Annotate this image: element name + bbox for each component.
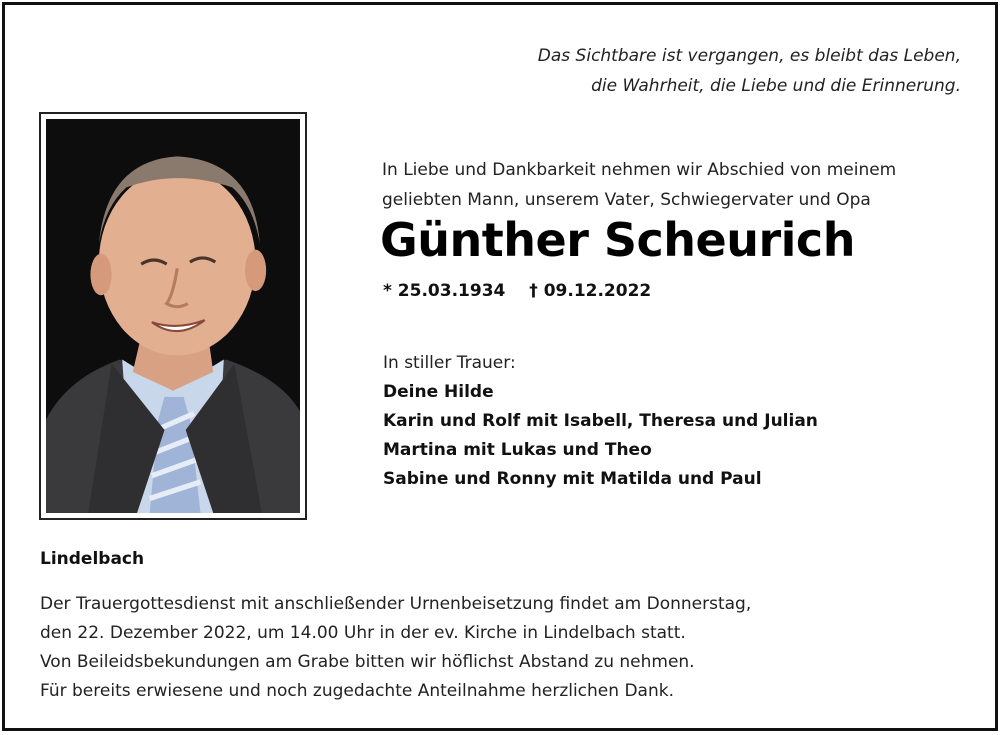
notice-line: Für bereits erwiesene und noch zugedachte Anteilnahme herzlichen Dank. [40,681,674,701]
death-date: † 09.12.2022 [529,281,652,301]
portrait-frame [39,112,307,520]
birth-date: * 25.03.1934 [383,281,506,301]
mourner-line: Karin und Rolf mit Isabell, Theresa und Julian [383,411,818,431]
life-dates [383,281,651,301]
portrait-photo [46,119,300,513]
obituary-card [2,2,998,731]
intro-line-2: geliebten Mann, unserem Vater, Schwiegervater und Opa [382,190,871,210]
mourner-line: Sabine und Ronny mit Matilda und Paul [383,469,762,489]
deceased-name: Günther Scheurich [380,213,855,267]
intro-text [382,155,896,215]
mourner-line: Martina mit Lukas und Theo [383,440,652,460]
mourner-line: Deine Hilde [383,382,494,402]
quote-line-1: Das Sichtbare ist vergangen, es bleibt das Leben, [537,46,961,66]
mourners-heading: In stiller Trauer: [383,353,516,373]
place-name: Lindelbach [40,549,145,569]
mourners-list [383,349,818,494]
quote-line-2: die Wahrheit, die Liebe und die Erinnerung. [591,76,961,96]
memorial-quote [538,41,961,101]
notice-line: den 22. Dezember 2022, um 14.00 Uhr in der ev. Kirche in Lindelbach statt. [40,623,686,643]
notice-line: Von Beileidsbekundungen am Grabe bitten wir höflichst Abstand zu nehmen. [40,652,695,672]
intro-line-1: In Liebe und Dankbarkeit nehmen wir Abschied von meinem [382,160,897,180]
notice-line: Der Trauergottesdienst mit anschließender Urnenbeisetzung findet am Donnerstag, [40,594,752,614]
service-notice [40,590,751,706]
